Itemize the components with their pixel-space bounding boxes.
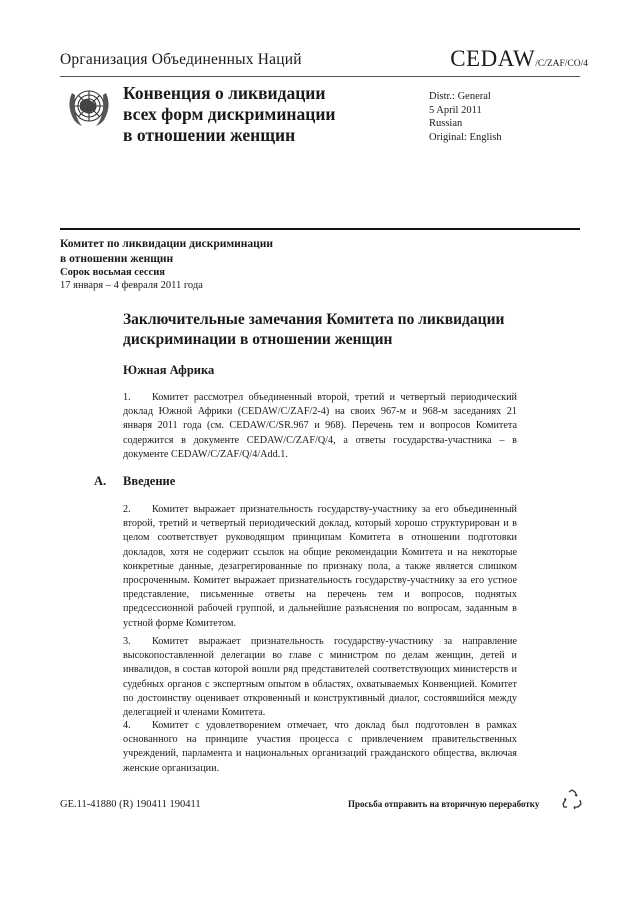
convention-title-line: в отношении женщин (123, 125, 296, 145)
header-rule (60, 76, 580, 77)
convention-title (123, 83, 336, 146)
convention-title-line: Конвенция о ликвидации (123, 83, 326, 103)
session-dates: 17 января – 4 февраля 2011 года (60, 280, 203, 291)
paragraph-number: 2. (123, 504, 131, 515)
recycle-icon (560, 788, 584, 812)
committee-name (60, 237, 273, 266)
document-symbol (450, 46, 588, 72)
document-title-line: Заключительные замечания Комитета по ликвидации (123, 311, 505, 328)
paragraph-number: 3. (123, 636, 131, 647)
committee-name-line: в отношении женщин (60, 252, 174, 265)
document-title (123, 310, 543, 349)
paragraph-4 (123, 719, 517, 776)
recycle-notice: Просьба отправить на вторичную переработку (348, 799, 540, 809)
distribution-type: Distr.: General (429, 91, 491, 102)
session-name: Сорок восьмая сессия (60, 267, 165, 278)
symbol-main: CEDAW (450, 46, 536, 71)
un-emblem-icon (63, 81, 115, 133)
document-language: Russian (429, 118, 463, 129)
country-heading: Южная Африка (123, 363, 215, 377)
document-title-line: дискриминации в отношении женщин (123, 330, 393, 348)
paragraph-2 (123, 503, 517, 631)
paragraph-text: Комитет рассмотрел объединенный второй, третий и четвертый периодический доклад Южной Африки (CEDAW/C/ZAF/2-4) на своих 967-м и 968-м заседаниях 21 января 2011 года (см. CEDAW/C/SR.967 и 968). Перечень тем и вопросов Комитета содержится в документе CEDAW/C/ZAF/Q/4, а ответы государства-участника – в документе CEDAW/C/ZAF/Q/4/Add.1. (123, 392, 517, 460)
paragraph-number: 1. (123, 392, 131, 403)
committee-name-line: Комитет по ликвидации дискриминации (60, 238, 274, 250)
paragraph-text: Комитет выражает признательность государству-участнику за его объединенный второй, третий и четвертый периодический доклад, который хорошо структурирован и в целом соответствует руководящим принципам Комитета в отношении подготовки докладов, хотя не содержит ссылок на общие рекомендации Комитета и на некоторые конкретные данные, дезагрегированные по признаку пола, а также является слишком просроченным. Комитет выражает признательность государству-участнику за его устное представление, письменные ответы на перечень тем и вопросов, поднятых предсессионной рабочей группой, и дальнейшие разъяснения по вопросам, заданным в устной форме Комитетом. (123, 504, 517, 629)
paragraph-3 (123, 635, 517, 720)
footer-document-id: GE.11-41880 (R) 190411 190411 (60, 799, 201, 810)
paragraph-text: Комитет выражает признательность государству-участнику за направление высокопоставленной делегации во главе с министром по делам женщин, детей и инвалидов, в состав которой вошли ряд представителей соответствующих министерств и судебных органов с экспертным опытом в областях, охватываемых Конвенцией. Комитет по достоинству оценивает откровенный и конструктивный диалог, состоявшийся между делегацией и членами Комитета. (123, 636, 517, 719)
paragraph-number: 4. (123, 720, 131, 731)
issue-date: 5 April 2011 (429, 104, 482, 116)
section-letter: A. (94, 474, 107, 488)
original-language: Original: English (429, 131, 502, 143)
section-title: Введение (123, 474, 176, 488)
section-rule (60, 228, 580, 230)
paragraph-text: Комитет с удовлетворением отмечает, что доклад был подготовлен в рамках основанного на принципе участия процесса с привлечением правительственных учреждений, парламента и национальных организаций гражданского общества, включая женские организации. (123, 720, 517, 774)
convention-title-line: всех форм дискриминации (123, 104, 336, 124)
distribution-block (429, 90, 502, 144)
paragraph-1 (123, 391, 517, 462)
organization-name: Организация Объединенных Наций (60, 51, 302, 68)
symbol-suffix: /C/ZAF/CO/4 (535, 59, 588, 69)
